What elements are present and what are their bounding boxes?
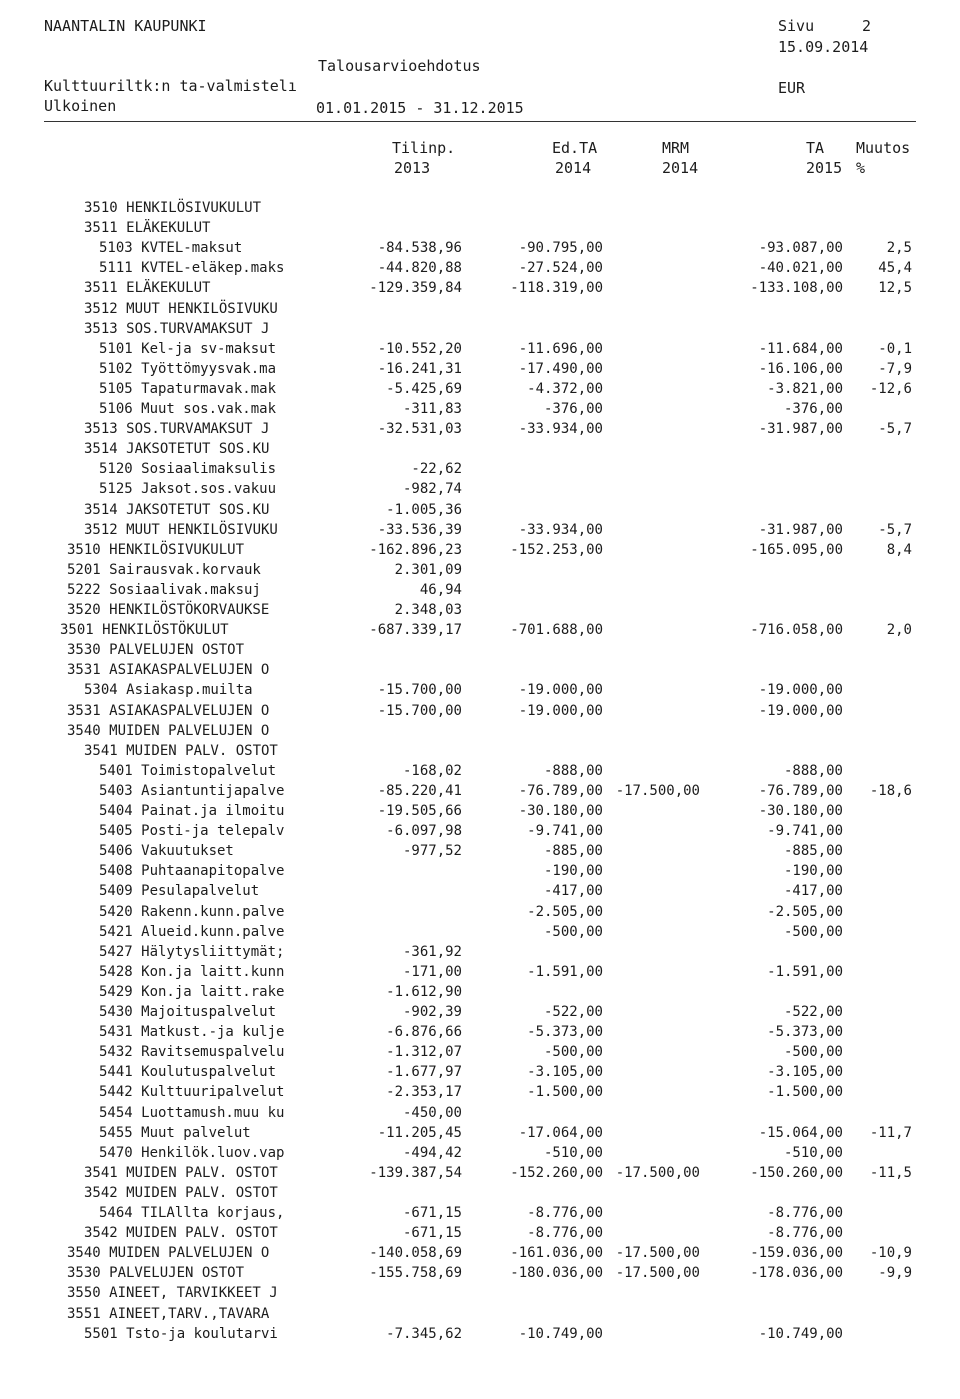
amount-tilinp-2013: -982,74 — [402, 481, 462, 497]
account-label: 3512 MUUT HENKILÖSIVUKU — [84, 301, 278, 317]
account-label: 5442 Kulttuuripalvelut — [99, 1084, 285, 1100]
change-percent: 12,5 — [878, 280, 912, 296]
amount-edta-2014: -17.490,00 — [518, 361, 603, 377]
account-label: 5111 KVTEL-eläkep.maks — [99, 260, 285, 276]
amount-ta-2015: -5.373,00 — [767, 1024, 843, 1040]
account-label: 3550 AINEET, TARVIKKEET J — [67, 1285, 278, 1301]
amount-edta-2014: -3.105,00 — [527, 1064, 603, 1080]
header-rule — [44, 121, 916, 122]
amount-tilinp-2013: -902,39 — [402, 1004, 462, 1020]
change-percent: 2,5 — [886, 240, 912, 256]
amount-edta-2014: -500,00 — [543, 924, 603, 940]
change-percent: -12,6 — [869, 381, 912, 397]
amount-ta-2015: -500,00 — [783, 1044, 843, 1060]
amount-edta-2014: -10.749,00 — [518, 1326, 603, 1342]
column-header-tilinp: Tilinp. — [392, 139, 456, 157]
amount-tilinp-2013: -171,00 — [402, 964, 462, 980]
amount-ta-2015: -93.087,00 — [758, 240, 843, 256]
amount-ta-2015: -150.260,00 — [750, 1165, 843, 1181]
account-label: 5406 Vakuutukset — [99, 843, 234, 859]
column-header-ta-year: 2015 — [806, 159, 843, 177]
account-label: 5428 Kon.ja laitt.kunn — [99, 964, 285, 980]
account-label: 3530 PALVELUJEN OSTOT — [67, 642, 245, 658]
amount-ta-2015: -15.064,00 — [758, 1125, 843, 1141]
amount-tilinp-2013: -1.312,07 — [386, 1044, 462, 1060]
account-label: 3513 SOS.TURVAMAKSUT J — [84, 421, 270, 437]
account-label: 5429 Kon.ja laitt.rake — [99, 984, 285, 1000]
amount-ta-2015: -190,00 — [783, 863, 843, 879]
amount-tilinp-2013: -162.896,23 — [369, 542, 462, 558]
amount-ta-2015: -510,00 — [783, 1145, 843, 1161]
amount-tilinp-2013: -6.876,66 — [386, 1024, 462, 1040]
amount-tilinp-2013: -1.677,97 — [386, 1064, 462, 1080]
amount-tilinp-2013: -2.353,17 — [386, 1084, 462, 1100]
change-percent: 8,4 — [886, 542, 912, 558]
account-label: 3520 HENKILÖSTÖKORVAUKSE — [67, 602, 270, 618]
amount-ta-2015: -40.021,00 — [758, 260, 843, 276]
amount-edta-2014: -885,00 — [543, 843, 603, 859]
amount-edta-2014: -90.795,00 — [518, 240, 603, 256]
amount-ta-2015: -1.591,00 — [767, 964, 843, 980]
amount-edta-2014: -510,00 — [543, 1145, 603, 1161]
amount-tilinp-2013: -977,52 — [402, 843, 462, 859]
change-percent: -5,7 — [878, 522, 912, 538]
account-label: 3551 AINEET,TARV.,TAVARA — [67, 1306, 270, 1322]
change-percent: -9,9 — [878, 1265, 912, 1281]
amount-tilinp-2013: 2.301,09 — [394, 562, 462, 578]
account-label: 5201 Sairausvak.korvauk — [67, 562, 261, 578]
change-percent: -18,6 — [869, 783, 912, 799]
amount-ta-2015: -522,00 — [783, 1004, 843, 1020]
change-percent: -11,5 — [869, 1165, 912, 1181]
amount-tilinp-2013: 46,94 — [419, 582, 462, 598]
amount-edta-2014: -161.036,00 — [510, 1245, 603, 1261]
account-label: 5421 Alueid.kunn.palve — [99, 924, 285, 940]
amount-ta-2015: -159.036,00 — [750, 1245, 843, 1261]
document-title: Talousarvioehdotus — [318, 57, 481, 75]
account-label: 3541 MUIDEN PALV. OSTOT — [84, 1165, 278, 1181]
account-label: 5501 Tsto-ja koulutarvi — [84, 1326, 278, 1342]
change-percent: -10,9 — [869, 1245, 912, 1261]
amount-ta-2015: -165.095,00 — [750, 542, 843, 558]
account-label: 3540 MUIDEN PALVELUJEN O — [67, 723, 270, 739]
column-header-edta-year: 2014 — [555, 159, 592, 177]
amount-edta-2014: -8.776,00 — [527, 1205, 603, 1221]
account-label: 3531 ASIAKASPALVELUJEN O — [67, 662, 270, 678]
amount-ta-2015: -716.058,00 — [750, 622, 843, 638]
amount-ta-2015: -19.000,00 — [758, 703, 843, 719]
account-label: 5408 Puhtaanapitopalve — [99, 863, 285, 879]
account-label: 3542 MUIDEN PALV. OSTOT — [84, 1225, 278, 1241]
account-label: 5304 Asiakasp.muilta — [84, 682, 253, 698]
amount-ta-2015: -2.505,00 — [767, 904, 843, 920]
amount-tilinp-2013: -155.758,69 — [369, 1265, 462, 1281]
amount-mrm-2014: -17.500,00 — [615, 1165, 700, 1181]
amount-tilinp-2013: -22,62 — [411, 461, 462, 477]
account-label: 5102 Työttömyysvak.ma — [99, 361, 277, 377]
amount-tilinp-2013: -687.339,17 — [369, 622, 462, 638]
amount-edta-2014: -5.373,00 — [527, 1024, 603, 1040]
amount-tilinp-2013: -450,00 — [402, 1105, 462, 1121]
amount-tilinp-2013: -32.531,03 — [377, 421, 462, 437]
amount-ta-2015: -3.105,00 — [767, 1064, 843, 1080]
amount-tilinp-2013: -671,15 — [402, 1225, 462, 1241]
amount-tilinp-2013: -6.097,98 — [386, 823, 462, 839]
column-header-ta: TA — [806, 139, 825, 157]
amount-edta-2014: -9.741,00 — [527, 823, 603, 839]
amount-edta-2014: -888,00 — [543, 763, 603, 779]
print-date: 15.09.2014 — [778, 38, 869, 56]
amount-tilinp-2013: -1.005,36 — [386, 502, 462, 518]
amount-edta-2014: -1.500,00 — [527, 1084, 603, 1100]
change-percent: -11,7 — [869, 1125, 912, 1141]
change-percent: -7,9 — [878, 361, 912, 377]
amount-edta-2014: -1.591,00 — [527, 964, 603, 980]
amount-ta-2015: -133.108,00 — [750, 280, 843, 296]
account-label: 5455 Muut palvelut — [99, 1125, 251, 1141]
account-label: 3511 ELÄKEKULUT — [84, 280, 211, 296]
account-label: 5222 Sosiaalivak.maksuj — [67, 582, 261, 598]
amount-tilinp-2013: -85.220,41 — [377, 783, 462, 799]
amount-edta-2014: -118.319,00 — [510, 280, 603, 296]
account-label: 3541 MUIDEN PALV. OSTOT — [84, 743, 278, 759]
account-label: 3540 MUIDEN PALVELUJEN O — [67, 1245, 270, 1261]
account-label: 3511 ELÄKEKULUT — [84, 220, 211, 236]
amount-edta-2014: -19.000,00 — [518, 682, 603, 698]
amount-edta-2014: -76.789,00 — [518, 783, 603, 799]
account-label: 3531 ASIAKASPALVELUJEN O — [67, 703, 270, 719]
account-label: 5420 Rakenn.kunn.palve — [99, 904, 285, 920]
amount-edta-2014: -8.776,00 — [527, 1225, 603, 1241]
amount-edta-2014: -33.934,00 — [518, 522, 603, 538]
amount-tilinp-2013: 2.348,03 — [394, 602, 462, 618]
department-name: Kulttuuriltk:n ta-valmistelı — [44, 77, 297, 95]
account-label: 5401 Toimistopalvelut — [99, 763, 277, 779]
change-percent: 45,4 — [878, 260, 912, 276]
amount-tilinp-2013: -11.205,45 — [377, 1125, 462, 1141]
amount-ta-2015: -9.741,00 — [767, 823, 843, 839]
column-header-mrm-year: 2014 — [662, 159, 699, 177]
organization-name: NAANTALIN KAUPUNKI — [44, 17, 207, 35]
amount-tilinp-2013: -168,02 — [402, 763, 462, 779]
account-label: 5441 Koulutuspalvelut — [99, 1064, 277, 1080]
amount-tilinp-2013: -5.425,69 — [386, 381, 462, 397]
column-header-muutos: Muutos — [856, 139, 911, 157]
account-label: 5464 TILAllta korjaus, — [99, 1205, 285, 1221]
amount-tilinp-2013: -1.612,90 — [386, 984, 462, 1000]
account-label: 5427 Hälytysliittymät; — [99, 944, 285, 960]
amount-ta-2015: -500,00 — [783, 924, 843, 940]
amount-tilinp-2013: -139.387,54 — [369, 1165, 462, 1181]
account-label: 5403 Asiantuntijapalve — [99, 783, 285, 799]
page-label: Sivu — [778, 17, 815, 35]
account-label: 5120 Sosiaalimaksulis — [99, 461, 277, 477]
amount-tilinp-2013: -16.241,31 — [377, 361, 462, 377]
account-label: 5405 Posti-ja telepalv — [99, 823, 285, 839]
amount-mrm-2014: -17.500,00 — [615, 783, 700, 799]
account-label: 3542 MUIDEN PALV. OSTOT — [84, 1185, 278, 1201]
account-label: 5432 Ravitsemuspalvelu — [99, 1044, 285, 1060]
amount-edta-2014: -522,00 — [543, 1004, 603, 1020]
change-percent: -0,1 — [878, 341, 912, 357]
amount-ta-2015: -178.036,00 — [750, 1265, 843, 1281]
amount-tilinp-2013: -44.820,88 — [377, 260, 462, 276]
account-label: 5125 Jaksot.sos.vakuu — [99, 481, 277, 497]
amount-edta-2014: -27.524,00 — [518, 260, 603, 276]
amount-mrm-2014: -17.500,00 — [615, 1265, 700, 1281]
change-percent: -5,7 — [878, 421, 912, 437]
account-label: 3514 JAKSOTETUT SOS.KU — [84, 441, 270, 457]
column-header-muutos-unit: % — [856, 159, 866, 177]
amount-ta-2015: -11.684,00 — [758, 341, 843, 357]
amount-edta-2014: -500,00 — [543, 1044, 603, 1060]
amount-ta-2015: -31.987,00 — [758, 421, 843, 437]
amount-edta-2014: -152.253,00 — [510, 542, 603, 558]
currency-label: EUR — [778, 79, 806, 97]
change-percent: 2,0 — [886, 622, 912, 638]
unit-label: Ulkoinen — [44, 97, 117, 115]
amount-edta-2014: -2.505,00 — [527, 904, 603, 920]
amount-tilinp-2013: -7.345,62 — [386, 1326, 462, 1342]
amount-tilinp-2013: -10.552,20 — [377, 341, 462, 357]
account-label: 3514 JAKSOTETUT SOS.KU — [84, 502, 270, 518]
amount-tilinp-2013: -140.058,69 — [369, 1245, 462, 1261]
amount-ta-2015: -8.776,00 — [767, 1225, 843, 1241]
amount-edta-2014: -33.934,00 — [518, 421, 603, 437]
amount-ta-2015: -885,00 — [783, 843, 843, 859]
amount-tilinp-2013: -494,42 — [402, 1145, 462, 1161]
account-label: 3512 MUUT HENKILÖSIVUKU — [84, 522, 278, 538]
amount-ta-2015: -376,00 — [783, 401, 843, 417]
amount-edta-2014: -190,00 — [543, 863, 603, 879]
amount-ta-2015: -417,00 — [783, 883, 843, 899]
budget-period: 01.01.2015 - 31.12.2015 — [316, 99, 524, 117]
amount-edta-2014: -417,00 — [543, 883, 603, 899]
account-label: 3513 SOS.TURVAMAKSUT J — [84, 321, 270, 337]
account-label: 3501 HENKILÖSTÖKULUT — [60, 622, 229, 638]
account-label: 5409 Pesulapalvelut — [99, 883, 260, 899]
amount-ta-2015: -16.106,00 — [758, 361, 843, 377]
page-number: 2 — [862, 17, 872, 35]
amount-edta-2014: -4.372,00 — [527, 381, 603, 397]
account-label: 5431 Matkust.-ja kulje — [99, 1024, 285, 1040]
account-label: 5404 Painat.ja ilmoitu — [99, 803, 285, 819]
amount-tilinp-2013: -671,15 — [402, 1205, 462, 1221]
amount-tilinp-2013: -15.700,00 — [377, 703, 462, 719]
amount-ta-2015: -1.500,00 — [767, 1084, 843, 1100]
column-header-tilinp-year: 2013 — [394, 159, 431, 177]
amount-edta-2014: -152.260,00 — [510, 1165, 603, 1181]
account-label: 5106 Muut sos.vak.mak — [99, 401, 277, 417]
amount-tilinp-2013: -33.536,39 — [377, 522, 462, 538]
amount-tilinp-2013: -311,83 — [402, 401, 462, 417]
amount-ta-2015: -19.000,00 — [758, 682, 843, 698]
amount-edta-2014: -376,00 — [543, 401, 603, 417]
account-label: 5430 Majoituspalvelut — [99, 1004, 277, 1020]
amount-tilinp-2013: -84.538,96 — [377, 240, 462, 256]
amount-ta-2015: -8.776,00 — [767, 1205, 843, 1221]
account-label: 5105 Tapaturmavak.mak — [99, 381, 277, 397]
account-label: 3510 HENKILÖSIVUKULUT — [67, 542, 245, 558]
amount-ta-2015: -31.987,00 — [758, 522, 843, 538]
amount-edta-2014: -17.064,00 — [518, 1125, 603, 1141]
amount-tilinp-2013: -19.505,66 — [377, 803, 462, 819]
account-label: 5101 Kel-ja sv-maksut — [99, 341, 277, 357]
amount-tilinp-2013: -129.359,84 — [369, 280, 462, 296]
amount-tilinp-2013: -361,92 — [402, 944, 462, 960]
amount-edta-2014: -30.180,00 — [518, 803, 603, 819]
amount-mrm-2014: -17.500,00 — [615, 1245, 700, 1261]
amount-ta-2015: -10.749,00 — [758, 1326, 843, 1342]
amount-edta-2014: -19.000,00 — [518, 703, 603, 719]
column-header-mrm: MRM — [662, 139, 690, 157]
amount-ta-2015: -3.821,00 — [767, 381, 843, 397]
amount-ta-2015: -30.180,00 — [758, 803, 843, 819]
amount-ta-2015: -888,00 — [783, 763, 843, 779]
account-label: 5470 Henkilök.luov.vap — [99, 1145, 285, 1161]
account-label: 3510 HENKILÖSIVUKULUT — [84, 200, 262, 216]
account-label: 5103 KVTEL-maksut — [99, 240, 243, 256]
amount-ta-2015: -76.789,00 — [758, 783, 843, 799]
account-label: 3530 PALVELUJEN OSTOT — [67, 1265, 245, 1281]
amount-tilinp-2013: -15.700,00 — [377, 682, 462, 698]
amount-edta-2014: -701.688,00 — [510, 622, 603, 638]
column-header-edta: Ed.TA — [552, 139, 598, 157]
account-label: 5454 Luottamush.muu ku — [99, 1105, 285, 1121]
amount-edta-2014: -180.036,00 — [510, 1265, 603, 1281]
amount-edta-2014: -11.696,00 — [518, 341, 603, 357]
